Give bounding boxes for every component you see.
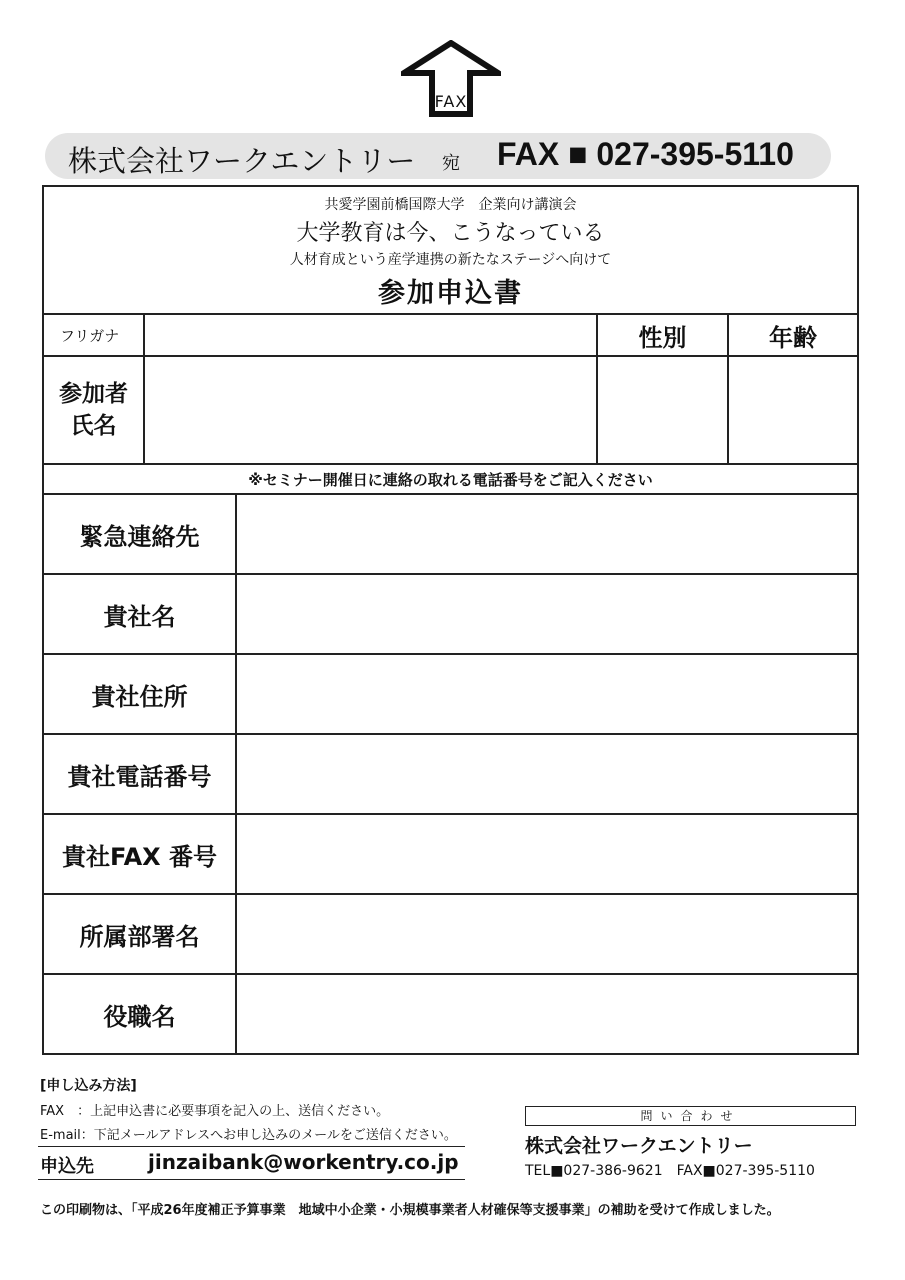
fax-arrow-label: FAX	[434, 92, 468, 111]
gender-input[interactable]	[597, 356, 728, 464]
company-name-input[interactable]	[236, 574, 858, 654]
age-label: 年齢	[728, 314, 858, 356]
divider	[38, 1146, 465, 1147]
header-fax-number: FAX ■ 027-395-5110	[497, 136, 794, 172]
company-fax-label: 貴社FAX 番号	[43, 814, 236, 894]
gender-label: 性別	[597, 314, 728, 356]
company-address-label: 貴社住所	[43, 654, 236, 734]
recipient-company: 株式会社ワークエントリー	[68, 144, 416, 178]
company-phone-input[interactable]	[236, 734, 858, 814]
participant-name-label-line1: 参加者	[59, 381, 128, 407]
phone-notice: ※セミナー開催日に連絡の取れる電話番号をご記入ください	[43, 464, 858, 494]
participant-name-input[interactable]	[144, 356, 597, 464]
contact-company: 株式会社ワークエントリー	[525, 1135, 753, 1157]
application-form	[42, 185, 859, 1055]
subsidy-footnote: この印刷物は、「平成26年度補正予算事業 地域中小企業・小規模事業者人材確保等支援事業」の補助を受けて作成しました。	[40, 1203, 780, 1218]
age-input[interactable]	[728, 356, 858, 464]
company-fax-input[interactable]	[236, 814, 858, 894]
furigana-label: フリガナ	[43, 314, 144, 356]
recipient-suffix: 宛	[442, 153, 460, 174]
contact-phones: TEL■027-386-9621 FAX■027-395-5110	[525, 1163, 815, 1179]
application-fax-instruction: FAX ：上記申込書に必要事項を記入の上、送信ください。	[40, 1104, 390, 1119]
divider	[38, 1179, 465, 1180]
department-label: 所属部署名	[43, 894, 236, 974]
emergency-contact-input[interactable]	[236, 494, 858, 574]
participant-name-label-line2: 氏名	[70, 413, 117, 439]
department-input[interactable]	[236, 894, 858, 974]
application-email-instruction: E-mail：下記メールアドレスへお申し込みのメールをご送信ください。	[40, 1128, 457, 1143]
company-name-label: 貴社名	[43, 574, 236, 654]
destination-email[interactable]: jinzaibank@workentry.co.jp	[148, 1150, 459, 1174]
job-title-input[interactable]	[236, 974, 858, 1054]
company-phone-label: 貴社電話番号	[43, 734, 236, 814]
lecture-subtitle: 人材育成という産学連携の新たなステージへ向けて	[289, 252, 612, 268]
participant-name-label	[43, 356, 144, 464]
company-address-input[interactable]	[236, 654, 858, 734]
form-title-block	[43, 186, 858, 314]
destination-label: 申込先	[40, 1156, 94, 1177]
form-name: 参加申込書	[378, 278, 523, 309]
job-title-label: 役職名	[43, 974, 236, 1054]
application-method-heading: [申し込み方法]	[40, 1078, 137, 1094]
contact-heading: 問い合わせ	[525, 1106, 856, 1126]
organizer-line: 共愛学園前橋国際大学 企業向け講演会	[324, 197, 577, 213]
emergency-contact-label: 緊急連絡先	[43, 494, 236, 574]
lecture-title: 大学教育は今、こうなっている	[296, 221, 605, 246]
furigana-input[interactable]	[144, 314, 597, 356]
